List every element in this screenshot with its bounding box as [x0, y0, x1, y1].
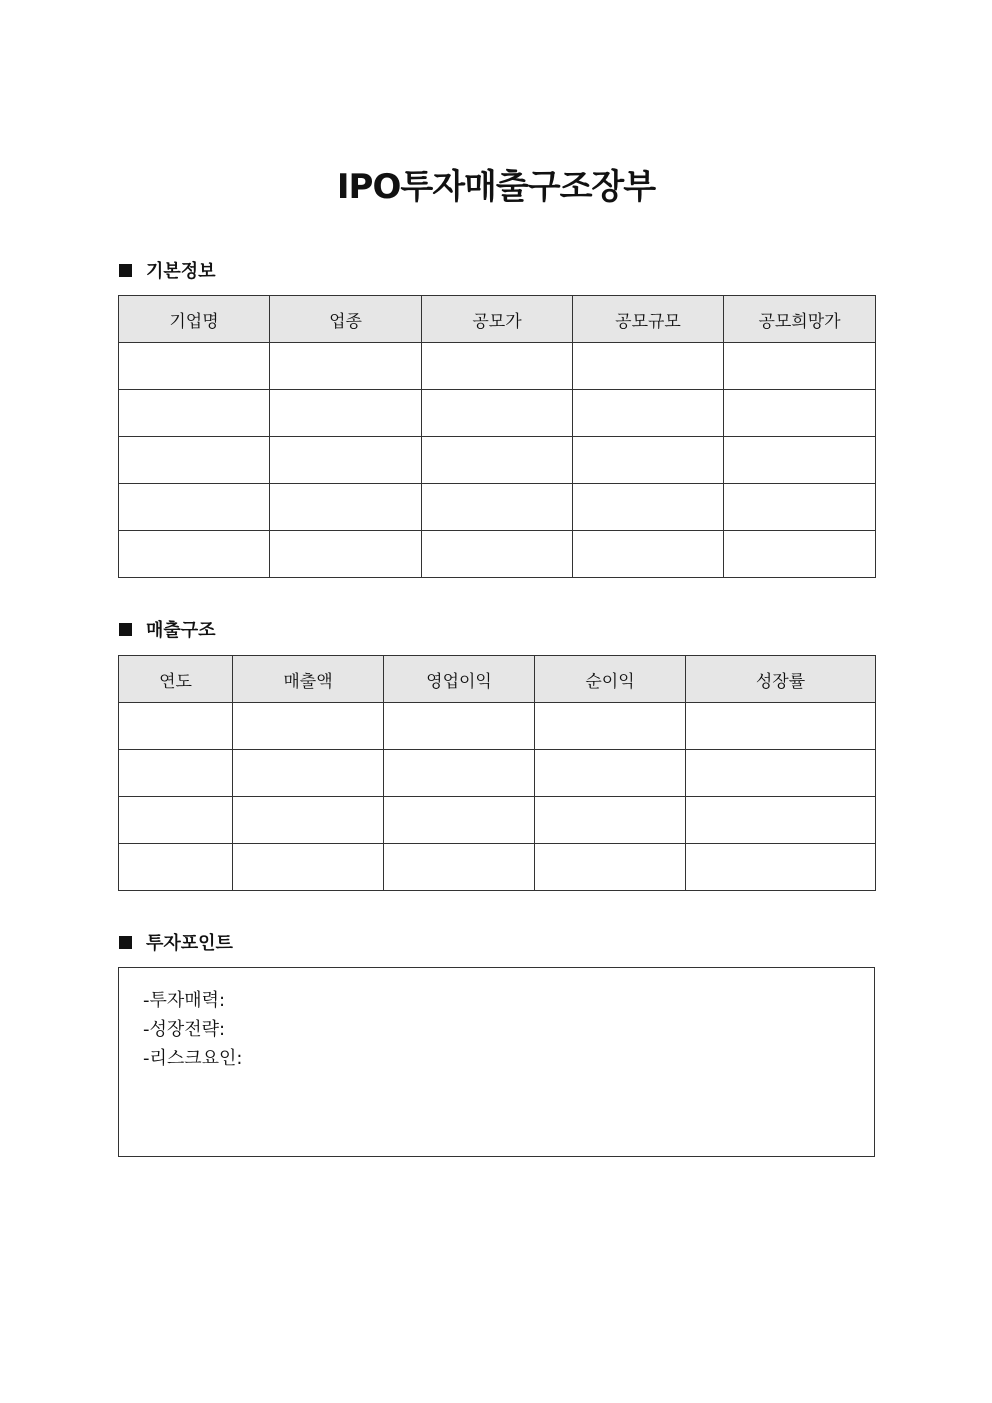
- table-cell[interactable]: [384, 797, 535, 844]
- table-cell[interactable]: [119, 531, 270, 578]
- table-cell[interactable]: [119, 484, 270, 531]
- section-heading-basic-info: [119, 258, 216, 282]
- table-cell[interactable]: [233, 797, 384, 844]
- table-cell[interactable]: [724, 484, 876, 531]
- table-cell[interactable]: [535, 797, 686, 844]
- sales-structure-table: [118, 655, 876, 891]
- table-cell[interactable]: [724, 437, 876, 484]
- table-row: [119, 390, 876, 437]
- table-cell[interactable]: [686, 703, 876, 750]
- table-row: [119, 531, 876, 578]
- table-row: [119, 484, 876, 531]
- column-header: 업종: [270, 296, 422, 343]
- list-item: -투자매력:: [143, 990, 226, 1011]
- table-cell[interactable]: [422, 390, 573, 437]
- table-cell[interactable]: [384, 750, 535, 797]
- square-bullet-icon: [119, 936, 132, 949]
- list-item: -리스크요인:: [143, 1048, 243, 1069]
- table-cell[interactable]: [535, 703, 686, 750]
- table-cell[interactable]: [119, 437, 270, 484]
- investment-points-box[interactable]: [118, 967, 875, 1157]
- list-item: -성장전략:: [143, 1019, 226, 1040]
- table-cell[interactable]: [233, 703, 384, 750]
- page-title: IPO투자매출구조장부: [336, 167, 656, 207]
- table-cell[interactable]: [422, 531, 573, 578]
- column-header: 기업명: [119, 296, 270, 343]
- table-cell[interactable]: [119, 703, 233, 750]
- basic-info-table: [118, 295, 876, 578]
- table-header-row: [119, 656, 876, 703]
- section-heading-label: 투자포인트: [146, 933, 233, 954]
- column-header: 공모희망가: [724, 296, 876, 343]
- table-cell[interactable]: [384, 844, 535, 891]
- table-header-row: [119, 296, 876, 343]
- table-row: [119, 703, 876, 750]
- table-cell[interactable]: [119, 390, 270, 437]
- square-bullet-icon: [119, 264, 132, 277]
- table-cell[interactable]: [270, 390, 422, 437]
- column-header: 연도: [119, 656, 233, 703]
- table-cell[interactable]: [724, 343, 876, 390]
- table-cell[interactable]: [119, 797, 233, 844]
- table-cell[interactable]: [422, 343, 573, 390]
- investment-points-list: [119, 968, 874, 1073]
- table-cell[interactable]: [573, 484, 724, 531]
- table-cell[interactable]: [270, 437, 422, 484]
- table-row: [119, 844, 876, 891]
- table-cell[interactable]: [270, 531, 422, 578]
- section-heading-label: 매출구조: [146, 620, 216, 641]
- column-header: 성장률: [686, 656, 876, 703]
- table-cell[interactable]: [686, 750, 876, 797]
- table-cell[interactable]: [573, 437, 724, 484]
- table-cell[interactable]: [535, 844, 686, 891]
- table-row: [119, 797, 876, 844]
- section-heading-investment-points: [119, 930, 233, 954]
- column-header: 순이익: [535, 656, 686, 703]
- table-cell[interactable]: [119, 844, 233, 891]
- section-heading-label: 기본정보: [146, 261, 216, 282]
- table-cell[interactable]: [119, 343, 270, 390]
- table-cell[interactable]: [686, 844, 876, 891]
- column-header: 공모규모: [573, 296, 724, 343]
- table-row: [119, 437, 876, 484]
- table-cell[interactable]: [535, 750, 686, 797]
- table-row: [119, 750, 876, 797]
- table-row: [119, 343, 876, 390]
- column-header: 매출액: [233, 656, 384, 703]
- table-cell[interactable]: [724, 390, 876, 437]
- table-cell[interactable]: [573, 343, 724, 390]
- square-bullet-icon: [119, 623, 132, 636]
- table-cell[interactable]: [119, 750, 233, 797]
- table-cell[interactable]: [573, 531, 724, 578]
- table-cell[interactable]: [233, 750, 384, 797]
- table-cell[interactable]: [270, 343, 422, 390]
- table-cell[interactable]: [384, 703, 535, 750]
- table-cell[interactable]: [233, 844, 384, 891]
- table-cell[interactable]: [422, 484, 573, 531]
- table-cell[interactable]: [686, 797, 876, 844]
- section-heading-sales-structure: [119, 617, 216, 641]
- table-cell[interactable]: [724, 531, 876, 578]
- column-header: 공모가: [422, 296, 573, 343]
- column-header: 영업이익: [384, 656, 535, 703]
- table-cell[interactable]: [270, 484, 422, 531]
- table-cell[interactable]: [422, 437, 573, 484]
- table-cell[interactable]: [573, 390, 724, 437]
